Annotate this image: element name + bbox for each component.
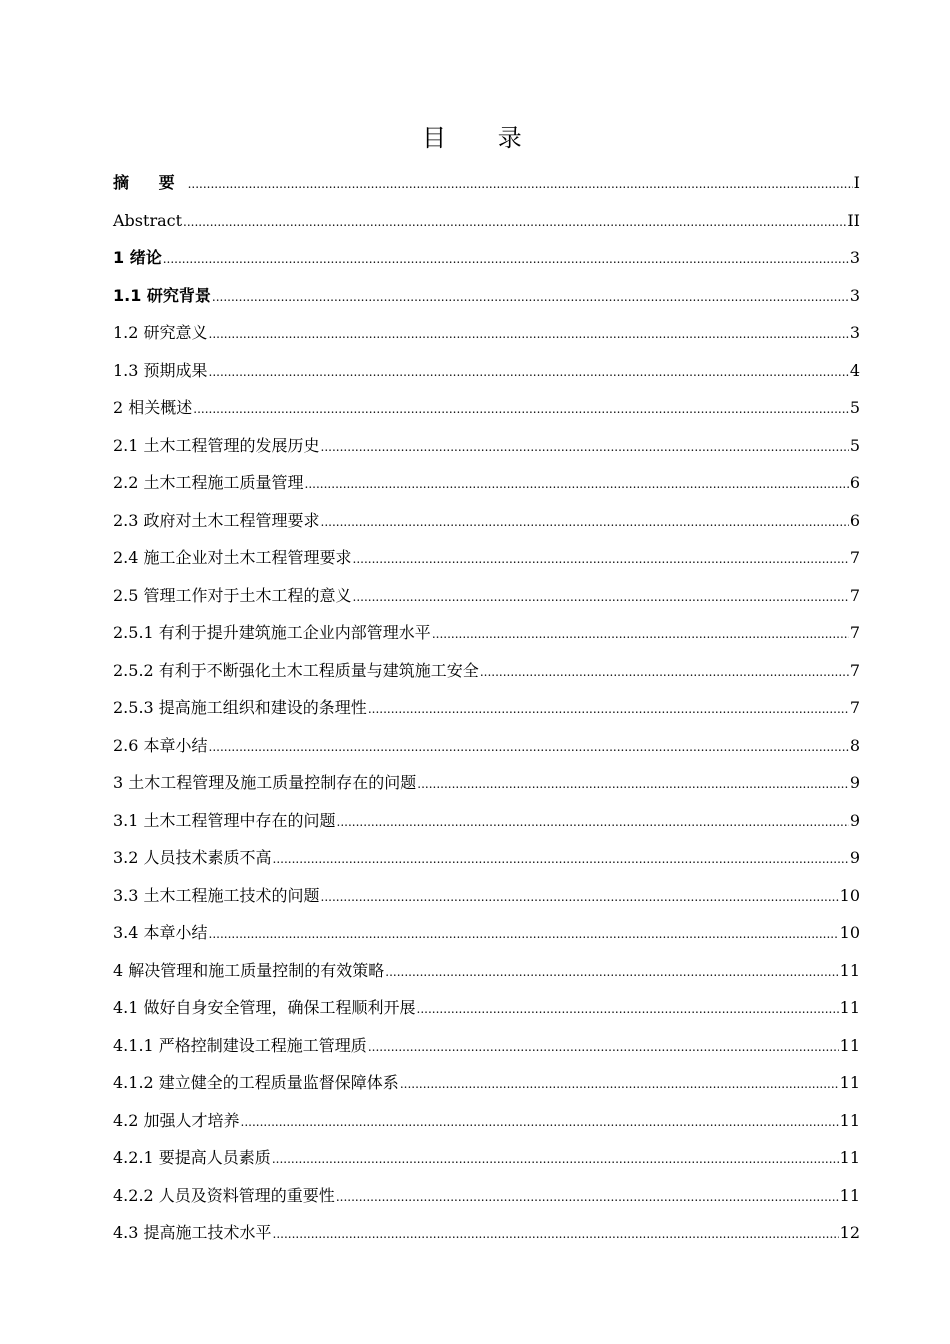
toc-leader-dots <box>273 1220 839 1247</box>
toc-entry-page: 3 <box>849 323 860 342</box>
toc-leader-dots <box>368 695 849 722</box>
toc-leader-dots <box>183 208 846 235</box>
toc-leader-dots <box>209 920 839 947</box>
toc-leader-dots <box>368 1033 839 1060</box>
toc-entry[interactable] <box>113 320 860 358</box>
toc-entry-label: 2.5 管理工作对于土木工程的意义 <box>113 585 352 605</box>
toc-leader-dots <box>209 733 849 760</box>
toc-leader-dots <box>400 1070 839 1097</box>
toc-entry-page: 8 <box>849 735 860 755</box>
toc-entry-page: 7 <box>849 623 860 642</box>
toc-leader-dots <box>417 995 839 1022</box>
toc-entry-label: 4.2 加强人才培养 <box>113 1110 240 1130</box>
toc-entry-label: 4.1.1 严格控制建设工程施工管理质 <box>113 1035 367 1055</box>
toc-entry-label: 3.2 人员技术素质不高 <box>113 848 272 867</box>
toc-entry[interactable] <box>113 1183 860 1221</box>
toc-entry[interactable] <box>113 695 860 733</box>
toc-leader-dots <box>336 1183 839 1210</box>
toc-entry[interactable] <box>113 545 860 583</box>
toc-entry-page: 11 <box>839 1148 860 1167</box>
toc-entry-page: 7 <box>849 585 860 605</box>
toc-entry-label: 1 绪论 <box>113 248 162 267</box>
toc-entry-label: 3.4 本章小结 <box>113 923 208 942</box>
toc-leader-dots <box>417 770 849 797</box>
toc-entry-label: 2.6 本章小结 <box>113 735 208 755</box>
toc-leader-dots <box>188 170 853 197</box>
toc-entry[interactable] <box>113 170 860 208</box>
toc-entry-page: 12 <box>839 1223 860 1242</box>
toc-entry-page: II <box>847 210 860 230</box>
toc-entry-label: 4.3 提高施工技术水平 <box>113 1223 272 1242</box>
toc-entry-page: 6 <box>849 473 860 492</box>
toc-entry-page: 11 <box>839 960 860 980</box>
toc-leader-dots <box>321 508 849 535</box>
toc-entry-label: 2.5.3 提高施工组织和建设的条理性 <box>113 698 367 717</box>
toc-entry[interactable] <box>113 395 860 433</box>
toc-entry[interactable] <box>113 508 860 546</box>
toc-entry[interactable] <box>113 620 860 658</box>
toc-entry[interactable] <box>113 433 860 471</box>
toc-entry-label: 1.3 预期成果 <box>113 360 208 380</box>
toc-entry[interactable] <box>113 583 860 621</box>
toc-entry-label: 4.1.2 建立健全的工程质量监督保障体系 <box>113 1073 399 1092</box>
toc-entry-page: 11 <box>839 1185 860 1205</box>
toc-entry-page: 7 <box>849 660 860 680</box>
toc-entry[interactable] <box>113 770 860 808</box>
toc-entry-page: 10 <box>839 885 860 905</box>
toc-entry-page: 3 <box>849 248 860 267</box>
toc-entry-page: 11 <box>839 1110 860 1130</box>
toc-entry-page: 5 <box>849 398 860 417</box>
toc-leader-dots <box>353 545 849 572</box>
toc-title: 目 录 <box>422 124 544 152</box>
toc-entry-page: 9 <box>849 773 860 792</box>
toc-leader-dots <box>273 845 849 872</box>
toc-entry-page: 9 <box>849 848 860 867</box>
toc-entry[interactable] <box>113 283 860 321</box>
toc-entry-label: 2.4 施工企业对土木工程管理要求 <box>113 548 352 567</box>
toc-entry-label: 2.3 政府对土木工程管理要求 <box>113 510 320 530</box>
toc-entry-page: 4 <box>849 360 860 380</box>
toc-entry-label: 1.1 研究背景 <box>113 285 211 305</box>
toc-entry[interactable] <box>113 245 860 283</box>
toc-leader-dots <box>432 620 849 647</box>
toc-entry-page: 11 <box>839 1073 860 1092</box>
toc-entry[interactable] <box>113 1220 860 1258</box>
toc-entry-label: 4.2.2 人员及资料管理的重要性 <box>113 1185 335 1205</box>
toc-entry[interactable] <box>113 658 860 696</box>
toc-entry[interactable] <box>113 1070 860 1108</box>
toc-entry-page: 7 <box>849 698 860 717</box>
toc-entry[interactable] <box>113 808 860 846</box>
toc-entry-page: 11 <box>839 998 860 1017</box>
toc-leader-dots <box>241 1108 839 1135</box>
toc-entry-label: 3.3 土木工程施工技术的问题 <box>113 885 320 905</box>
toc-leader-dots <box>209 358 849 385</box>
toc-leader-dots <box>272 1145 839 1172</box>
toc-entry[interactable] <box>113 208 860 246</box>
toc-entry[interactable] <box>113 883 860 921</box>
toc-entry-page: 3 <box>849 285 860 305</box>
toc-entry-label: 3 土木工程管理及施工质量控制存在的问题 <box>113 773 417 792</box>
toc-entry-label: 3.1 土木工程管理中存在的问题 <box>113 810 336 830</box>
toc-entry-label: 1.2 研究意义 <box>113 323 208 342</box>
toc-entry-label: 2.5.1 有利于提升建筑施工企业内部管理水平 <box>113 623 431 642</box>
toc-leader-dots <box>212 283 849 310</box>
toc-entry-label: 2.5.2 有利于不断强化土木工程质量与建筑施工安全 <box>113 660 479 680</box>
toc-leader-dots <box>321 883 839 910</box>
toc-entry-label: 4.2.1 要提高人员素质 <box>113 1148 271 1167</box>
toc-entry-page: I <box>853 173 860 192</box>
toc-entry-label: 4 解决管理和施工质量控制的有效策略 <box>113 960 385 980</box>
toc-entry[interactable] <box>113 1145 860 1183</box>
toc-entry[interactable] <box>113 920 860 958</box>
toc-entry-label: 2.2 土木工程施工质量管理 <box>113 473 304 492</box>
toc-entry-page: 11 <box>839 1035 860 1055</box>
toc-entry[interactable] <box>113 1033 860 1071</box>
toc-entry-page: 6 <box>849 510 860 530</box>
toc-leader-dots <box>353 583 849 610</box>
toc-leader-dots <box>337 808 849 835</box>
toc-entry-page: 10 <box>839 923 860 942</box>
toc-entry-label: 摘 要 <box>113 173 187 192</box>
toc-entry-label: 4.1 做好自身安全管理，确保工程顺利开展 <box>113 998 416 1017</box>
toc-entry-label: Abstract <box>113 210 183 230</box>
toc-entry[interactable] <box>113 995 860 1033</box>
toc-entry-label: 2.1 土木工程管理的发展历史 <box>113 435 320 455</box>
toc-leader-dots <box>385 958 838 985</box>
toc-entry-page: 7 <box>849 548 860 567</box>
toc-entry[interactable] <box>113 358 860 396</box>
toc-leader-dots <box>209 320 849 347</box>
toc-entry[interactable] <box>113 470 860 508</box>
toc-leader-dots <box>305 470 849 497</box>
toc-entry-page: 9 <box>849 810 860 830</box>
toc-leader-dots <box>163 245 849 272</box>
toc-entry[interactable] <box>113 1108 860 1146</box>
toc-entry-page: 5 <box>849 435 860 455</box>
toc-entry-label: 2 相关概述 <box>113 398 193 417</box>
toc-entry[interactable] <box>113 845 860 883</box>
toc-leader-dots <box>321 433 849 460</box>
toc-entry[interactable] <box>113 733 860 771</box>
toc-entry[interactable] <box>113 958 860 996</box>
toc-list <box>113 170 860 1258</box>
toc-leader-dots <box>193 395 849 422</box>
toc-leader-dots <box>480 658 849 685</box>
